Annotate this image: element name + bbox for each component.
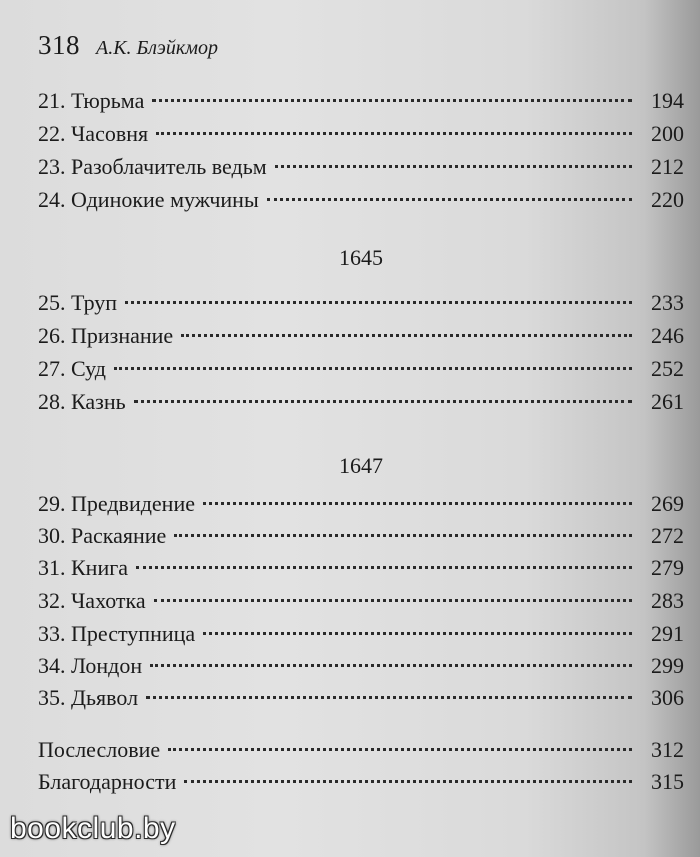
toc-entry	[38, 733, 684, 767]
toc-entry-title: 22. Часовня	[38, 121, 149, 146]
toc-entry	[38, 286, 684, 320]
toc-entry-page: 252	[651, 356, 684, 381]
toc-entry-page: 291	[651, 621, 684, 646]
toc-entry	[38, 84, 684, 118]
toc-entry-title: 29. Предвидение	[38, 491, 195, 516]
toc-entry	[38, 150, 684, 184]
running-head-author: А.К. Блэйкмор	[96, 37, 218, 59]
toc-entry-page: 269	[651, 491, 684, 516]
toc-entry-page: 246	[651, 323, 684, 348]
toc-entry	[38, 617, 684, 651]
toc-entry-title: 26. Признание	[38, 323, 174, 348]
toc-entry-page: 306	[651, 685, 684, 710]
dot-leader	[168, 747, 632, 751]
dot-leader	[156, 131, 632, 135]
toc-entry-title: Послесловие	[38, 737, 161, 762]
watermark-text: bookclub.by	[10, 812, 176, 845]
toc-entry-title: 27. Суд	[38, 356, 106, 381]
dot-leader	[150, 663, 632, 667]
toc-entry	[38, 319, 684, 353]
toc-entry	[38, 551, 684, 585]
dot-leader	[203, 631, 632, 635]
toc-entry	[38, 584, 684, 618]
toc-entry-page: 212	[651, 154, 684, 179]
dot-leader	[114, 366, 632, 370]
toc-entry-page: 315	[651, 769, 684, 794]
toc-entry	[38, 117, 684, 151]
toc-entry-page: 261	[651, 389, 684, 414]
toc-entry-page: 233	[651, 290, 684, 315]
toc-entry-title: 28. Казнь	[38, 389, 126, 414]
dot-leader	[154, 598, 632, 602]
dot-leader	[125, 300, 632, 304]
toc-entry-page: 272	[651, 523, 684, 548]
dot-leader	[184, 779, 632, 783]
toc-entry	[38, 385, 684, 419]
page-number: 318	[38, 30, 80, 60]
dot-leader	[203, 501, 632, 505]
toc-entry-title: 24. Одинокие мужчины	[38, 187, 259, 212]
toc-entry-title: 23. Разоблачитель ведьм	[38, 154, 267, 179]
dot-leader	[146, 695, 632, 699]
dot-leader	[275, 164, 632, 168]
toc-entry	[38, 649, 684, 683]
toc-entry	[38, 519, 684, 553]
toc-entry-page: 312	[651, 737, 684, 762]
toc-entry-page: 283	[651, 588, 684, 613]
toc-entry-title: 35. Дьявол	[38, 685, 139, 710]
toc-entry-title: 21. Тюрьма	[38, 88, 145, 113]
toc-entry	[38, 681, 684, 715]
dot-leader	[134, 399, 632, 403]
dot-leader	[181, 333, 632, 337]
dot-leader	[267, 197, 632, 201]
dot-leader	[174, 533, 632, 537]
toc-entry	[38, 765, 684, 799]
year-heading: 1647	[339, 453, 383, 478]
toc-entry-page: 279	[651, 555, 684, 580]
year-heading: 1645	[339, 245, 383, 270]
dot-leader	[136, 565, 632, 569]
toc-entry-title: Благодарности	[38, 769, 177, 794]
toc-entry-title: 33. Преступница	[38, 621, 196, 646]
toc-entry-title: 34. Лондон	[38, 653, 143, 678]
toc-entry-page: 220	[651, 187, 684, 212]
toc-entry-page: 299	[651, 653, 684, 678]
toc-entry	[38, 487, 684, 521]
toc-entry	[38, 183, 684, 217]
toc-entry-page: 200	[651, 121, 684, 146]
toc-entry-title: 31. Книга	[38, 555, 129, 580]
page-header	[38, 30, 218, 61]
toc-entry-page: 194	[651, 88, 684, 113]
toc-entry	[38, 352, 684, 386]
toc-entry-title: 30. Раскаяние	[38, 523, 167, 548]
toc-entry-title: 25. Труп	[38, 290, 118, 315]
dot-leader	[152, 98, 632, 102]
toc-entry-title: 32. Чахотка	[38, 588, 146, 613]
